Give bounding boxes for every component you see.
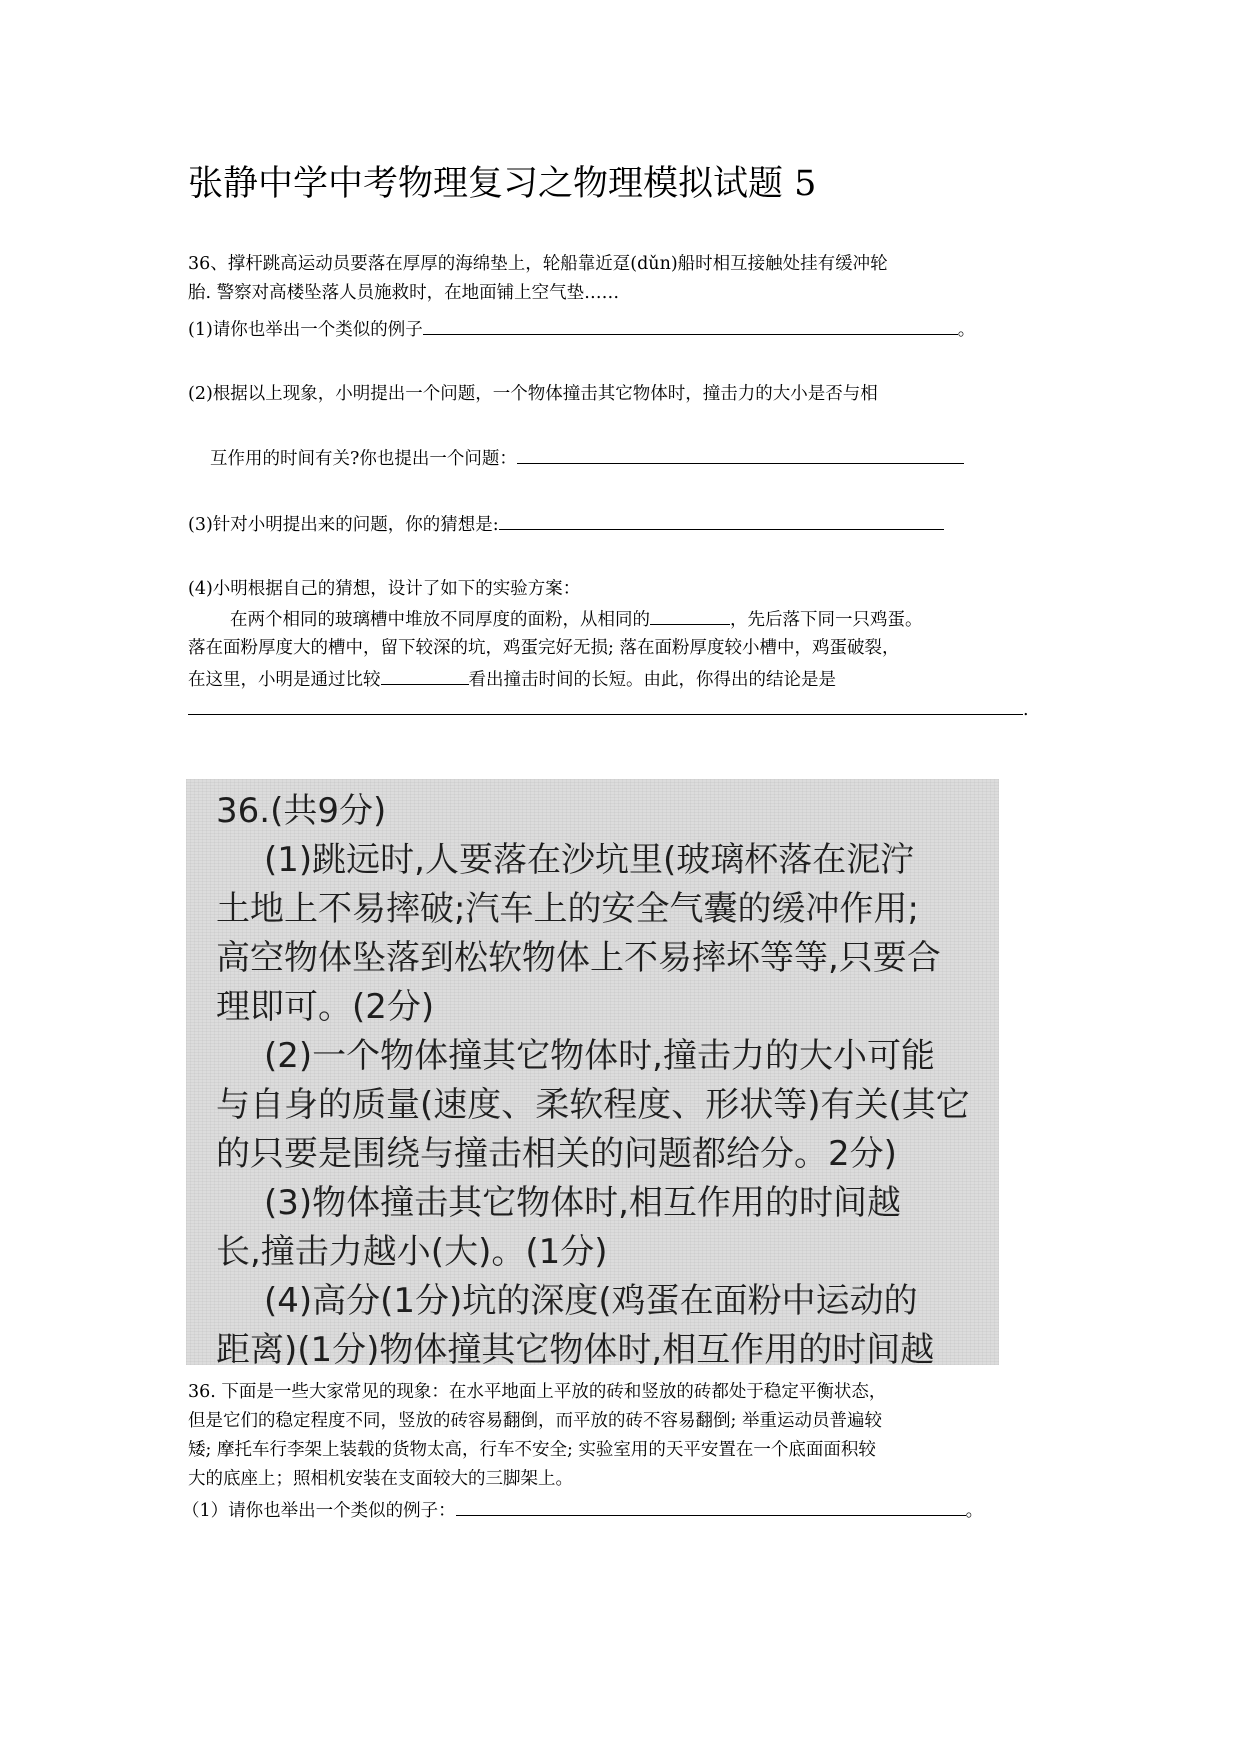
- answer-line: 长,撞击力越小(大)。(1分): [216, 1232, 608, 1272]
- answer-line: (1)跳远时,人要落在沙坑里(玻璃杯落在泥泞: [264, 840, 915, 880]
- q36a-part-2-line-1: (2)根据以上现象，小明提出一个问题，一个物体撞击其它物体时，撞击力的大小是否与相: [188, 384, 878, 404]
- q36a-part-1-end: 。: [957, 320, 976, 340]
- q36b-line-4: 大的底座上；照相机安装在支面较大的三脚架上。: [188, 1469, 573, 1489]
- q36a-part-4-conclusion: [188, 696, 1029, 722]
- q36a-part-2-line-2: [210, 445, 964, 471]
- answer-line: (4)高分(1分)坑的深度(鸡蛋在面粉中运动的: [264, 1281, 918, 1321]
- q36a-part-4-sentence-3: [188, 666, 836, 692]
- answer-scan-image: [186, 779, 999, 1365]
- page-title: 张静中学中考物理复习之物理模拟试题 5: [188, 164, 817, 204]
- q36b-part-1-blank[interactable]: [456, 1497, 966, 1516]
- answer-line: 土地上不易摔破;汽车上的安全气囊的缓冲作用;: [216, 889, 919, 929]
- q36a-part-3-text: (3)针对小明提出来的问题，你的猜想是:: [188, 515, 499, 535]
- answer-line: 理即可。(2分): [216, 987, 435, 1027]
- q36b-line-3: 矮; 摩托车行李架上装载的货物太高，行车不安全; 实验室用的天平安置在一个底面面积较: [188, 1440, 876, 1460]
- q36a-part-4-s1b: ，先后落下同一只鸡蛋。: [730, 610, 923, 630]
- q36b-part-1-text: （1）请你也举出一个类似的例子：: [182, 1501, 456, 1521]
- q36a-part-4-sentence-1: [230, 606, 923, 632]
- q36b-line-2: 但是它们的稳定程度不同，竖放的砖容易翻倒，而平放的砖不容易翻倒; 举重运动员普遍较: [188, 1411, 882, 1431]
- q36a-intro-line-1: 36、撑杆跳高运动员要落在厚厚的海绵垫上，轮船靠近趸(dǔn)船时相互接触处挂有缓冲轮: [188, 254, 888, 274]
- q36a-part-2-text: 互作用的时间有关?你也提出一个问题：: [210, 449, 517, 469]
- answer-line: 36.(共9分): [216, 791, 387, 831]
- answer-line: (3)物体撞击其它物体时,相互作用的时间越: [264, 1183, 901, 1223]
- answer-line: 的只要是围绕与撞击相关的问题都给分。2分): [216, 1134, 897, 1174]
- q36b-part-1: [182, 1497, 983, 1523]
- q36a-part-4-s3a: 在这里，小明是通过比较: [188, 670, 381, 690]
- q36a-part-4-s1a: 在两个相同的玻璃槽中堆放不同厚度的面粉，从相同的: [230, 610, 650, 630]
- q36a-part-4: (4)小明根据自己的猜想，设计了如下的实验方案：: [188, 579, 581, 599]
- q36a-part-1-text: (1)请你也举出一个类似的例子: [188, 320, 423, 340]
- q36a-part-1: [188, 316, 975, 342]
- q36b-line-1: 36. 下面是一些大家常见的现象：在水平地面上平放的砖和竖放的砖都处于稳定平衡状态，: [188, 1382, 887, 1402]
- q36a-part-2-blank[interactable]: [517, 445, 964, 464]
- answer-line: 距离)(1分)物体撞其它物体时,相互作用的时间越: [216, 1330, 935, 1365]
- q36a-part-4-end: .: [1023, 700, 1029, 720]
- q36a-conclusion-blank[interactable]: [188, 696, 1023, 715]
- q36a-part-4-blank-2[interactable]: [381, 666, 469, 685]
- q36a-part-3: [188, 511, 944, 537]
- q36a-part-1-blank[interactable]: [423, 316, 958, 335]
- answer-line: 高空物体坠落到松软物体上不易摔坏等等,只要合: [216, 938, 941, 978]
- q36a-part-3-blank[interactable]: [499, 511, 944, 530]
- q36a-part-4-blank-1[interactable]: [650, 606, 730, 625]
- q36a-intro-line-2: 胎. 警察对高楼坠落人员施救时，在地面铺上空气垫……: [188, 283, 620, 303]
- q36b-part-1-end: 。: [965, 1501, 984, 1521]
- q36a-part-4-sentence-2: 落在面粉厚度大的槽中，留下较深的坑，鸡蛋完好无损; 落在面粉厚度较小槽中，鸡蛋破裂，: [188, 638, 900, 658]
- answer-line: (2)一个物体撞其它物体时,撞击力的大小可能: [264, 1036, 935, 1076]
- q36a-part-4-s3b: 看出撞击时间的长短。由此，你得出的结论是是: [468, 670, 836, 690]
- answer-line: 与自身的质量(速度、柔软程度、形状等)有关(其它: [216, 1085, 970, 1125]
